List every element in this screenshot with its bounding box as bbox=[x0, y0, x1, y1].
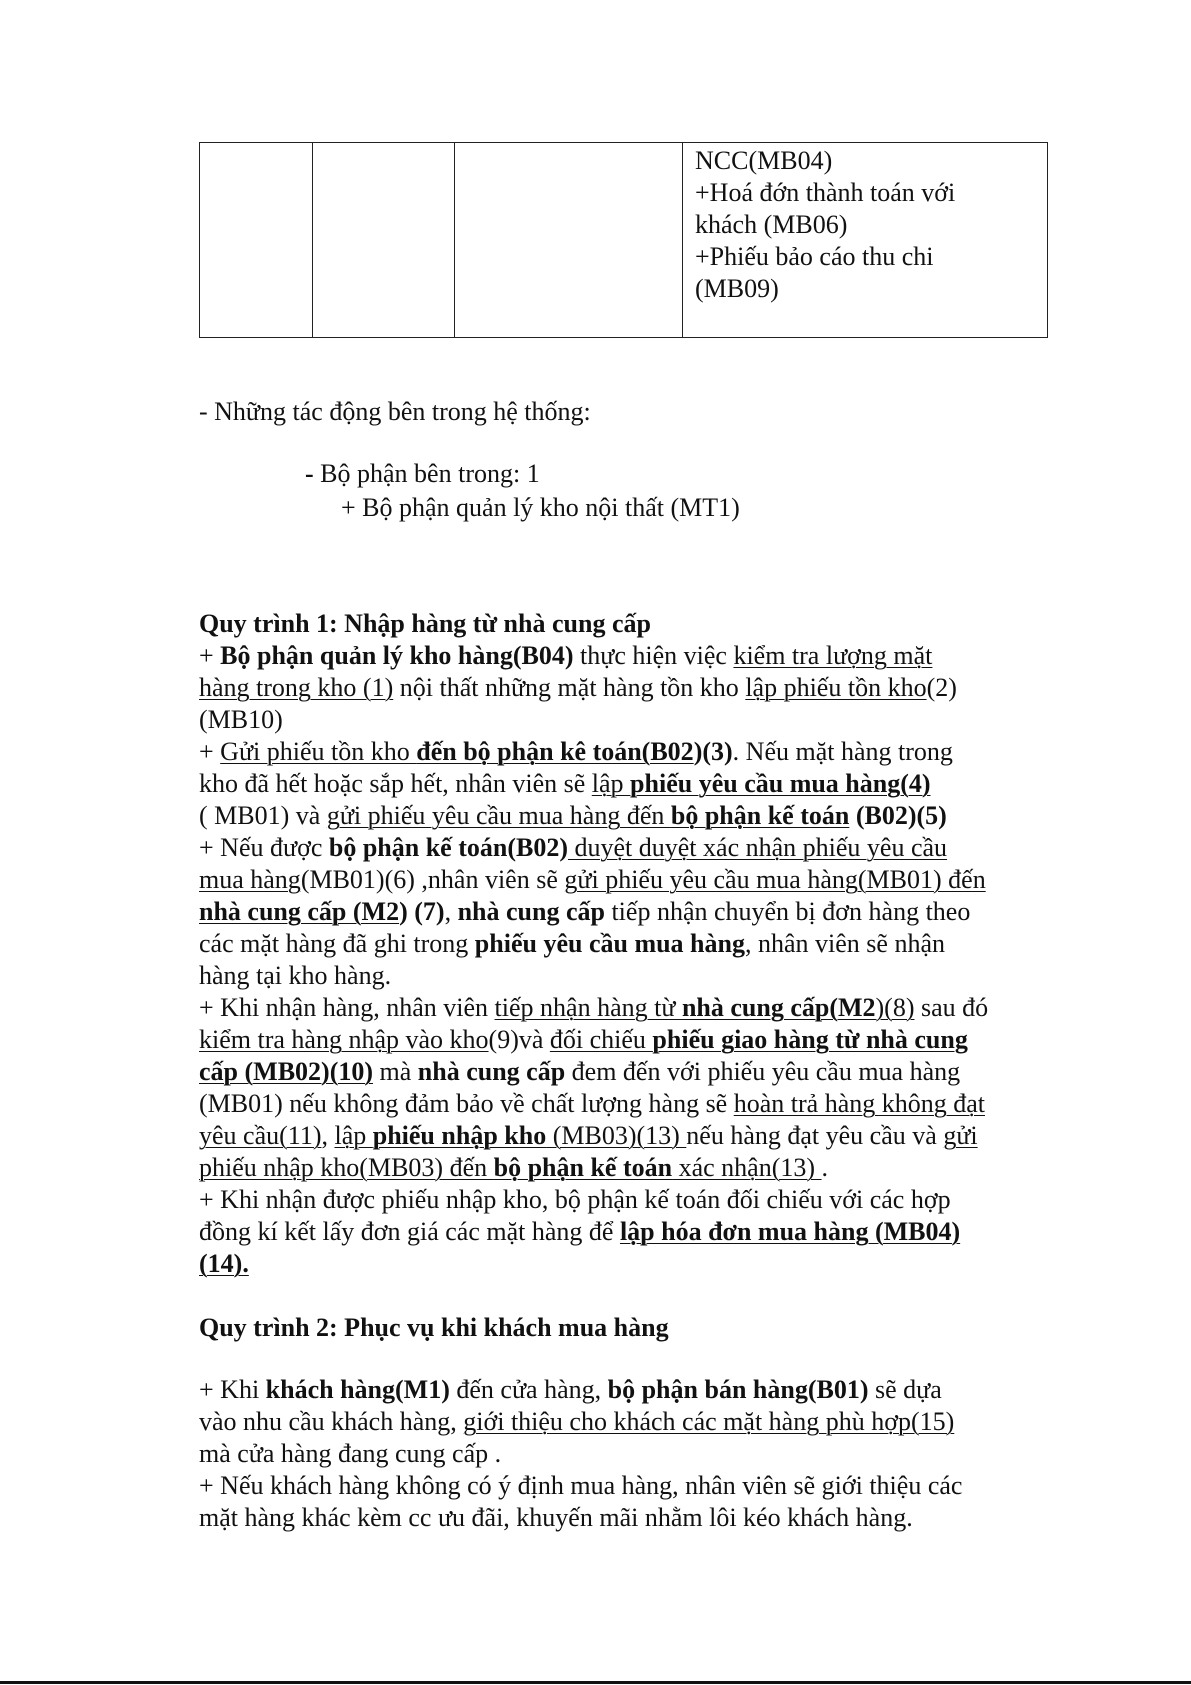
text-run: giới thiệu cho khách các mặt hàng phù hợp(15) bbox=[463, 1407, 955, 1436]
text-run: cấp (MB02)(10) bbox=[199, 1057, 374, 1086]
cell-line: +Hoá đớn thành toán với bbox=[695, 178, 956, 207]
paragraph-line bbox=[199, 1088, 1059, 1120]
text-run: ( MB01) và bbox=[199, 801, 327, 830]
text-run: . bbox=[821, 1153, 829, 1182]
text-run: nếu hàng đạt yêu cầu và bbox=[686, 1121, 944, 1150]
paragraph-line bbox=[199, 768, 1059, 800]
table-cell-3 bbox=[455, 143, 683, 338]
table-cell-1 bbox=[200, 143, 313, 338]
text-run: (B02)(5) bbox=[849, 801, 947, 830]
text-run: nhà cung cấp bbox=[457, 897, 605, 926]
cell-line: +Phiếu bảo cáo thu chi bbox=[695, 242, 934, 271]
paragraph-line bbox=[199, 800, 1059, 832]
text-run: sau đó bbox=[914, 993, 989, 1022]
text-run: + Khi bbox=[199, 1375, 266, 1404]
text-run: + bbox=[199, 737, 221, 766]
text-run: bộ phận kế toán(B02) bbox=[328, 833, 568, 862]
paragraph-line bbox=[199, 832, 1059, 864]
text-run: lập phiếu tồn kho bbox=[745, 673, 927, 702]
text-run: nội thất những mặt hàng tồn kho bbox=[393, 673, 746, 702]
paragraph-line bbox=[199, 1024, 1059, 1056]
text-run: mặt hàng khác kèm cc ưu đãi, khuyến mãi nhằm lôi kéo khách hàng. bbox=[199, 1503, 913, 1532]
text-run: bộ phận bán hàng(B01) bbox=[607, 1375, 869, 1404]
table-row bbox=[200, 143, 1048, 338]
text-run: + Khi nhận hàng, nhân viên bbox=[199, 993, 495, 1022]
text-run: Gửi phiếu tồn kho bbox=[220, 737, 417, 766]
text-run: tiếp nhận chuyển bị đơn hàng theo bbox=[604, 897, 971, 926]
paragraph-line bbox=[199, 640, 1059, 672]
cell-line: (MB09) bbox=[695, 274, 779, 303]
text-run: (2) bbox=[926, 673, 957, 702]
paragraph-line bbox=[199, 1248, 1059, 1280]
text-run: (MB01) nếu không đảm bảo về chất lượng hàng sẽ bbox=[199, 1089, 734, 1118]
text-run: + Nếu khách hàng không có ý định mua hàng, nhân viên sẽ giới thiệu các bbox=[199, 1471, 963, 1500]
paragraph-line bbox=[199, 960, 1059, 992]
paragraph-line bbox=[199, 1120, 1059, 1152]
text-run: phiếu nhập kho(MB03) đến bbox=[199, 1153, 494, 1182]
text-run: bộ phận kế toán bbox=[670, 801, 850, 830]
paragraph-line bbox=[199, 672, 1059, 704]
text-run: yêu cầu(11) bbox=[199, 1121, 322, 1150]
text-run: gửi bbox=[943, 1121, 978, 1150]
text-run: duyệt duyệt xác nhận phiếu yêu cầu bbox=[568, 833, 948, 862]
table-cell-2 bbox=[313, 143, 455, 338]
text-run: nhà cung cấp bbox=[417, 1057, 566, 1086]
text-run: phiếu nhập kho bbox=[372, 1121, 547, 1150]
internal-dept bbox=[305, 458, 1165, 490]
paragraph-line bbox=[199, 1406, 1059, 1438]
paragraph-line bbox=[199, 1438, 1059, 1470]
paragraph-line bbox=[199, 864, 1059, 896]
text-run: hàng tại kho hàng. bbox=[199, 961, 392, 990]
paragraph-line bbox=[199, 992, 1059, 1024]
text-run: lập hóa đơn mua hàng (MB04) bbox=[619, 1217, 961, 1246]
text-run: phiếu giao hàng từ nhà cung bbox=[652, 1025, 968, 1054]
paragraph-line bbox=[199, 1152, 1059, 1184]
text-run: xác nhận(13) bbox=[672, 1153, 822, 1182]
text-run: (14). bbox=[199, 1249, 249, 1278]
process1-title: Quy trình 1: Nhập hàng từ nhà cung cấp bbox=[199, 609, 651, 638]
text-run: + bbox=[199, 641, 221, 670]
paragraph-line bbox=[199, 896, 1059, 928]
text-run: hoàn trả hàng không đạt bbox=[733, 1089, 985, 1118]
text-run: gửi phiếu yêu cầu mua hàng đến bbox=[326, 801, 671, 830]
text-run: đến bộ phận kê toán(B02 bbox=[416, 737, 694, 766]
text-run: mua hàng bbox=[199, 865, 301, 894]
text-run: đối chiếu bbox=[549, 1025, 653, 1054]
text-run: thực hiện việc bbox=[573, 641, 734, 670]
paragraph-line bbox=[199, 1056, 1059, 1088]
text-run: đem đến với phiếu yêu cầu mua hàng bbox=[565, 1057, 961, 1086]
text-run: (MB10) bbox=[199, 705, 283, 734]
paragraph-line bbox=[199, 704, 1059, 736]
text-run: (9)và bbox=[488, 1025, 550, 1054]
process2-title: Quy trình 2: Phục vụ khi khách mua hàng bbox=[199, 1313, 669, 1342]
text-run: mà bbox=[373, 1057, 418, 1086]
text-run: vào nhu cầu khách hàng, bbox=[199, 1407, 464, 1436]
text-run: . Nếu mặt hàng trong bbox=[732, 737, 953, 766]
table-fragment bbox=[199, 142, 1048, 338]
text-run: ) (7) bbox=[399, 897, 445, 926]
dept-dash: - bbox=[305, 459, 314, 488]
text-run: (MB03)(13) bbox=[546, 1121, 687, 1150]
text-run: hàng trong kho (1) bbox=[199, 673, 394, 702]
text-run: đồng kí kết lấy đơn giá các mặt hàng để bbox=[199, 1217, 620, 1246]
text-run: kiểm tra hàng nhập vào kho bbox=[199, 1025, 489, 1054]
text-run: nhà cung cấp(M2 bbox=[681, 993, 876, 1022]
paragraph-line bbox=[199, 1502, 1059, 1534]
cell-line: khách (MB06) bbox=[695, 210, 848, 239]
paragraph-line bbox=[199, 1184, 1059, 1216]
text-run: + Khi nhận được phiếu nhập kho, bộ phận kế toán đối chiếu với các hợp bbox=[199, 1185, 951, 1214]
internal-heading: - Những tác động bên trong hệ thống: bbox=[199, 397, 591, 426]
paragraph-line bbox=[199, 1470, 1059, 1502]
text-run: nhà cung cấp (M2 bbox=[199, 897, 400, 926]
dept-label: Bộ phận bên trong: 1 bbox=[313, 459, 540, 488]
paragraph-line bbox=[199, 1216, 1059, 1248]
cell-line: NCC(MB04) bbox=[695, 146, 833, 175]
text-run: kiểm tra lượng mặt bbox=[733, 641, 933, 670]
text-run: + Nếu được bbox=[199, 833, 329, 862]
text-run: phiếu yêu cầu mua hàng(4) bbox=[630, 769, 931, 798]
paragraph-line bbox=[199, 1374, 1059, 1406]
text-run: phiếu yêu cầu mua hàng bbox=[474, 929, 745, 958]
text-run: sẽ dựa bbox=[868, 1375, 942, 1404]
text-run: đến cửa hàng, bbox=[449, 1375, 608, 1404]
process1-body bbox=[199, 640, 1059, 1280]
paragraph-line bbox=[199, 928, 1059, 960]
text-run: tiếp nhận hàng từ bbox=[494, 993, 682, 1022]
text-run: , bbox=[444, 897, 458, 926]
text-run: các mặt hàng đã ghi trong bbox=[199, 929, 475, 958]
text-run: bộ phận kế toán bbox=[493, 1153, 673, 1182]
text-run: gửi phiếu yêu cầu mua hàng(MB01) đến bbox=[564, 865, 986, 894]
text-run: )(8) bbox=[875, 993, 915, 1022]
text-run: kho đã hết hoặc sắp hết, nhân viên sẽ bbox=[199, 769, 592, 798]
text-run: khách hàng(M1) bbox=[265, 1375, 450, 1404]
process2-body bbox=[199, 1374, 1059, 1534]
text-run: lập bbox=[334, 1121, 373, 1150]
text-run: , bbox=[321, 1121, 335, 1150]
text-run: lập bbox=[591, 769, 631, 798]
internal-dept-item: + Bộ phận quản lý kho nội thất (MT1) bbox=[341, 493, 740, 522]
bottom-divider bbox=[0, 1681, 1191, 1684]
text-run: Bộ phận quản lý kho hàng(B04) bbox=[220, 641, 574, 670]
text-run: mà cửa hàng đang cung cấp . bbox=[199, 1439, 502, 1468]
text-run: (MB01)(6) ,nhân viên sẽ bbox=[300, 865, 565, 894]
paragraph-line bbox=[199, 736, 1059, 768]
table-cell-4 bbox=[683, 143, 1048, 338]
text-run: , nhân viên sẽ nhận bbox=[744, 929, 945, 958]
text-run: )(3) bbox=[693, 737, 733, 766]
